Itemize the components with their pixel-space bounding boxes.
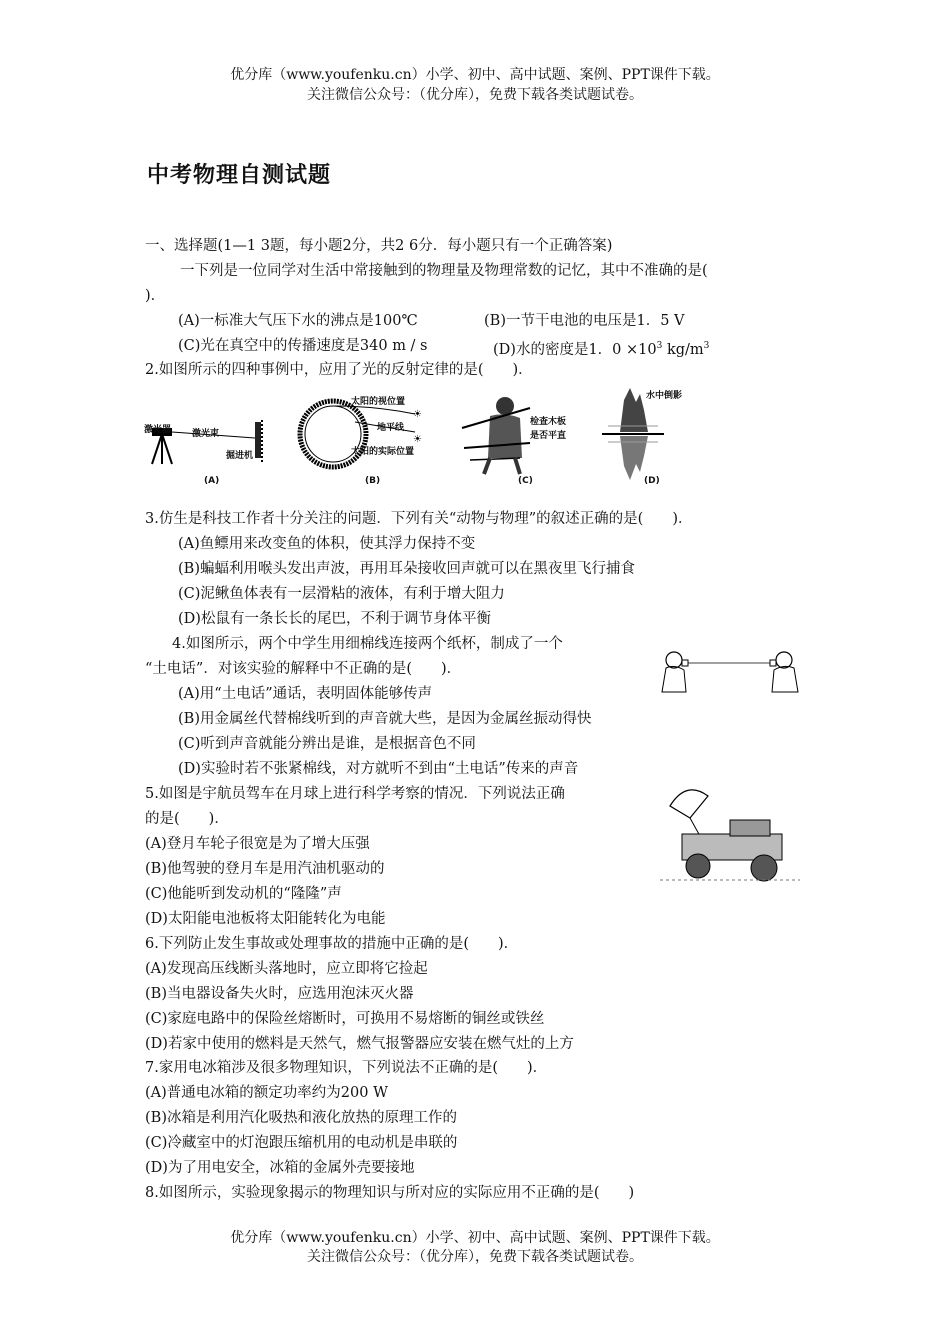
q1-stem: 一下列是一位同学对生活中常接触到的物理量及物理常数的记忆，其中不准确的是( — [180, 263, 708, 279]
q7-option-b: (B)冰箱是利用汽化吸热和液化放热的原理工作的 — [145, 1110, 457, 1126]
fig-d-caption: (D) — [644, 476, 660, 486]
q6-option-c: (C)家庭电路中的保险丝熔断时，可换用不易熔断的铜丝或铁丝 — [145, 1011, 545, 1027]
footer-line-2: 关注微信公众号：（优分库），免费下载各类试题试卷。 — [307, 1249, 643, 1265]
q7-option-d: (D)为了用电安全，冰箱的金属外壳要接地 — [145, 1160, 415, 1176]
q1-option-a: (A)一标准大气压下水的沸点是100℃ — [178, 313, 418, 329]
q3-option-c: (C)泥鳅鱼体表有一层滑粘的液体，有利于增大阻力 — [178, 586, 505, 602]
q6-option-a: (A)发现高压线断头落地时，应立即将它捡起 — [145, 961, 428, 977]
header-line-2: 关注微信公众号：（优分库），免费下载各类试题试卷。 — [307, 87, 643, 103]
q6-option-b: (B)当电器设备失火时，应选用泡沫灭火器 — [145, 986, 414, 1002]
fig-b-caption: (B) — [365, 476, 381, 486]
lunar-rover-figure — [660, 776, 800, 888]
q7-option-a: (A)普通电冰箱的额定功率约为200 W — [145, 1085, 388, 1101]
q5-option-a: (A)登月车轮子很宽是为了增大压强 — [145, 836, 370, 852]
fig-c-label-check: 检查木板 — [530, 417, 567, 427]
page-title: 中考物理自测试题 — [147, 163, 332, 188]
q8-stem: 8.如图所示，实验现象揭示的物理知识与所对应的实际应用不正确的是( ) — [145, 1185, 635, 1201]
q4-option-d: (D)实验时若不张紧棉线，对方就听不到由“土电话”传来的声音 — [178, 761, 579, 777]
q4-stem: 4.如图所示，两个中学生用细棉线连接两个纸杯，制成了一个 — [172, 636, 563, 652]
fig-c-caption: (C) — [518, 476, 533, 486]
q2-figure-c — [460, 388, 600, 492]
fig-a-label-beam: 激光束 — [192, 429, 220, 439]
fig-a-caption: (A) — [204, 476, 220, 486]
fig-a-label-tunneler: 掘进机 — [226, 451, 254, 461]
q3-option-a: (A)鱼鳔用来改变鱼的体积，使其浮力保持不变 — [178, 536, 476, 552]
footer-line-1: 优分库（www.youfenku.cn）小学、初中、高中试题、案例、PPT课件下载。 — [230, 1230, 720, 1246]
q2-figure-a — [140, 392, 280, 492]
q5-option-c: (C)他能听到发动机的“隆隆”声 — [145, 886, 342, 902]
q3-option-b: (B)蝙蝠利用喉头发出声波，再用耳朵接收回声就可以在黑夜里飞行捕食 — [178, 561, 635, 577]
q1-option-c: (C)光在真空中的传播速度是340 m / s — [178, 338, 428, 354]
fig-b-label-apparent: 太阳的视位置 — [351, 397, 406, 407]
q1-option-b: (B)一节干电池的电压是1．5 V — [484, 313, 685, 329]
q4-stem-cont: “土电话”．对该实验的解释中不正确的是( )． — [145, 661, 462, 677]
q5-stem-cont: 的是( )． — [145, 811, 229, 827]
q6-stem: 6.下列防止发生事故或处理事故的措施中正确的是( )． — [145, 936, 519, 952]
q4-option-a: (A)用“土电话”通话，表明固体能够传声 — [178, 686, 433, 702]
fig-a-label-laser: 激光器 — [144, 425, 172, 435]
q2-figure-d — [600, 380, 710, 492]
svg-text:☀: ☀ — [413, 409, 422, 420]
fig-b-label-actual: 太阳的实际位置 — [351, 447, 415, 457]
q4-option-b: (B)用金属丝代替棉线听到的声音就大些，是因为金属丝振动得快 — [178, 711, 592, 727]
q6-option-d: (D)若家中使用的燃料是天然气，燃气报警器应安装在燃气灶的上方 — [145, 1036, 574, 1052]
q3-option-d: (D)松鼠有一条长长的尾巴，不利于调节身体平衡 — [178, 611, 491, 627]
q5-option-b: (B)他驾驶的登月车是用汽油机驱动的 — [145, 861, 385, 877]
q2-figure-b — [295, 392, 445, 492]
q4-option-c: (C)听到声音就能分辨出是谁，是根据音色不同 — [178, 736, 476, 752]
q7-stem: 7.家用电冰箱涉及很多物理知识，下列说法不正确的是( )． — [145, 1060, 548, 1076]
q1-option-d: (D)水的密度是1．$0 \times 10^3$ $kg/m^3$ — [493, 341, 710, 358]
section-heading: 一、选择题(1—1 3题，每小题2分，共2 6分．每小题只有一个正确答案) — [145, 238, 613, 254]
q3-stem: 3.仿生是科技工作者十分关注的问题．下列有关“动物与物理”的叙述正确的是( )． — [145, 511, 693, 527]
fig-d-label-reflection: 水中倒影 — [646, 391, 683, 401]
q5-stem: 5.如图是宇航员驾车在月球上进行科学考察的情况．下列说法正确 — [145, 786, 565, 802]
svg-text:☀: ☀ — [413, 434, 422, 445]
q1-stem-cont: )． — [145, 288, 166, 304]
q7-option-c: (C)冷藏室中的灯泡跟压缩机用的电动机是串联的 — [145, 1135, 458, 1151]
header-line-1: 优分库（www.youfenku.cn）小学、初中、高中试题、案例、PPT课件下载。 — [230, 67, 720, 83]
string-telephone-figure — [656, 646, 802, 696]
q2-stem: 2.如图所示的四种事例中，应用了光的反射定律的是( )． — [145, 362, 533, 378]
fig-c-label-flat: 是否平直 — [530, 431, 567, 441]
fig-b-label-horizon: 地平线 — [377, 423, 405, 433]
q5-option-d: (D)太阳能电池板将太阳能转化为电能 — [145, 911, 386, 927]
